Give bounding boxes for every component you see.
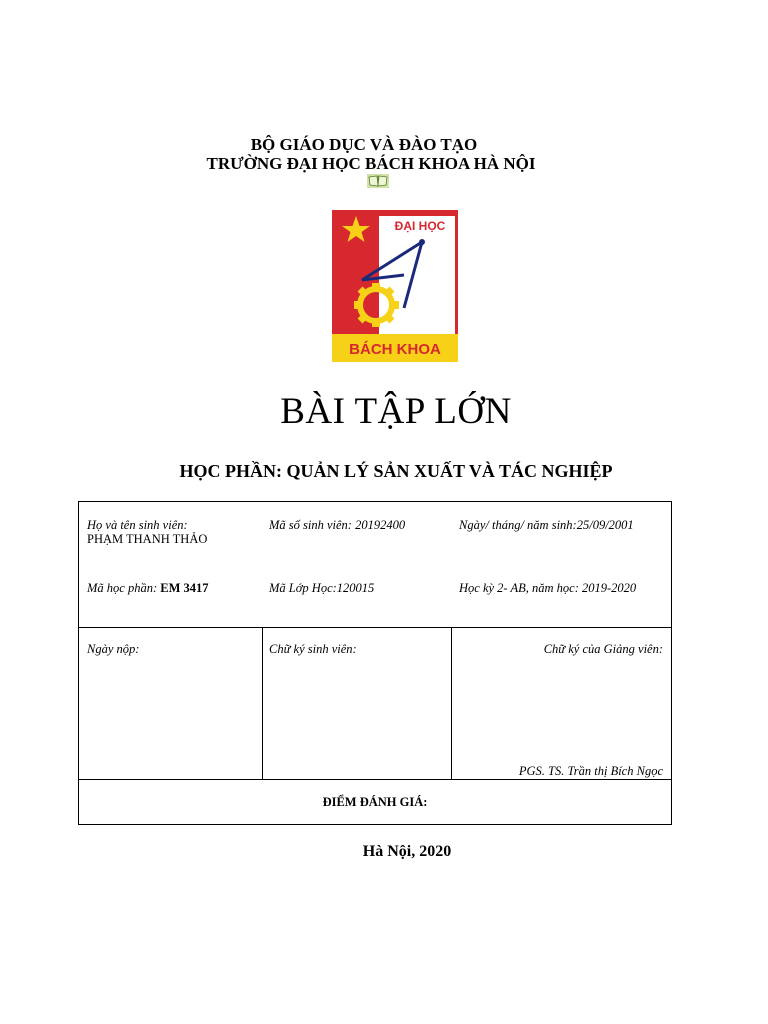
class-code-value: 120015 <box>336 581 375 595</box>
class-code: Mã Lớp Học:120015 <box>269 581 375 595</box>
book-ornament-icon <box>367 174 389 188</box>
university-heading: TRƯỜNG ĐẠI HỌC BÁCH KHOA HÀ NỘI <box>206 154 536 173</box>
bach-khoa-logo <box>332 210 458 362</box>
student-signature-label: Chữ ký sinh viên: <box>269 642 357 656</box>
course-code-value: EM 3417 <box>160 581 209 595</box>
logo-top-text: ĐẠI HỌC <box>394 219 446 233</box>
lecturer-signature-label: Chữ ký của Giảng viên: <box>543 642 663 656</box>
student-info-table <box>78 501 672 825</box>
semester-info: Học kỳ 2- AB, năm học: 2019-2020 <box>459 581 637 595</box>
logo-bottom-text: BÁCH KHOA <box>349 341 441 358</box>
score-label: ĐIỂM ĐÁNH GIÁ: <box>322 795 428 809</box>
submit-date-label: Ngày nộp: <box>87 642 140 656</box>
student-id-value: 20192400 <box>355 518 406 532</box>
ministry-heading: BỘ GIÁO DỤC VÀ ĐÀO TẠO <box>250 135 478 154</box>
student-id: Mã số sinh viên: 20192400 <box>269 518 406 532</box>
date-of-birth-value: 25/09/2001 <box>576 518 634 532</box>
student-name-label: Họ và tên sinh viên: <box>87 518 188 532</box>
course-title: HỌC PHẦN: QUẢN LÝ SẢN XUẤT VÀ TÁC NGHIỆP <box>179 461 613 481</box>
place-date: Hà Nội, 2020 <box>362 843 452 860</box>
date-of-birth: Ngày/ tháng/ năm sinh:25/09/2001 <box>459 518 634 532</box>
course-code: Mã học phần: EM 3417 <box>87 581 209 595</box>
report-title: BÀI TẬP LỚN <box>280 391 512 432</box>
student-name-value: PHẠM THANH THẢO <box>87 532 208 546</box>
lecturer-name: PGS. TS. Trần thị Bích Ngọc <box>518 764 663 778</box>
